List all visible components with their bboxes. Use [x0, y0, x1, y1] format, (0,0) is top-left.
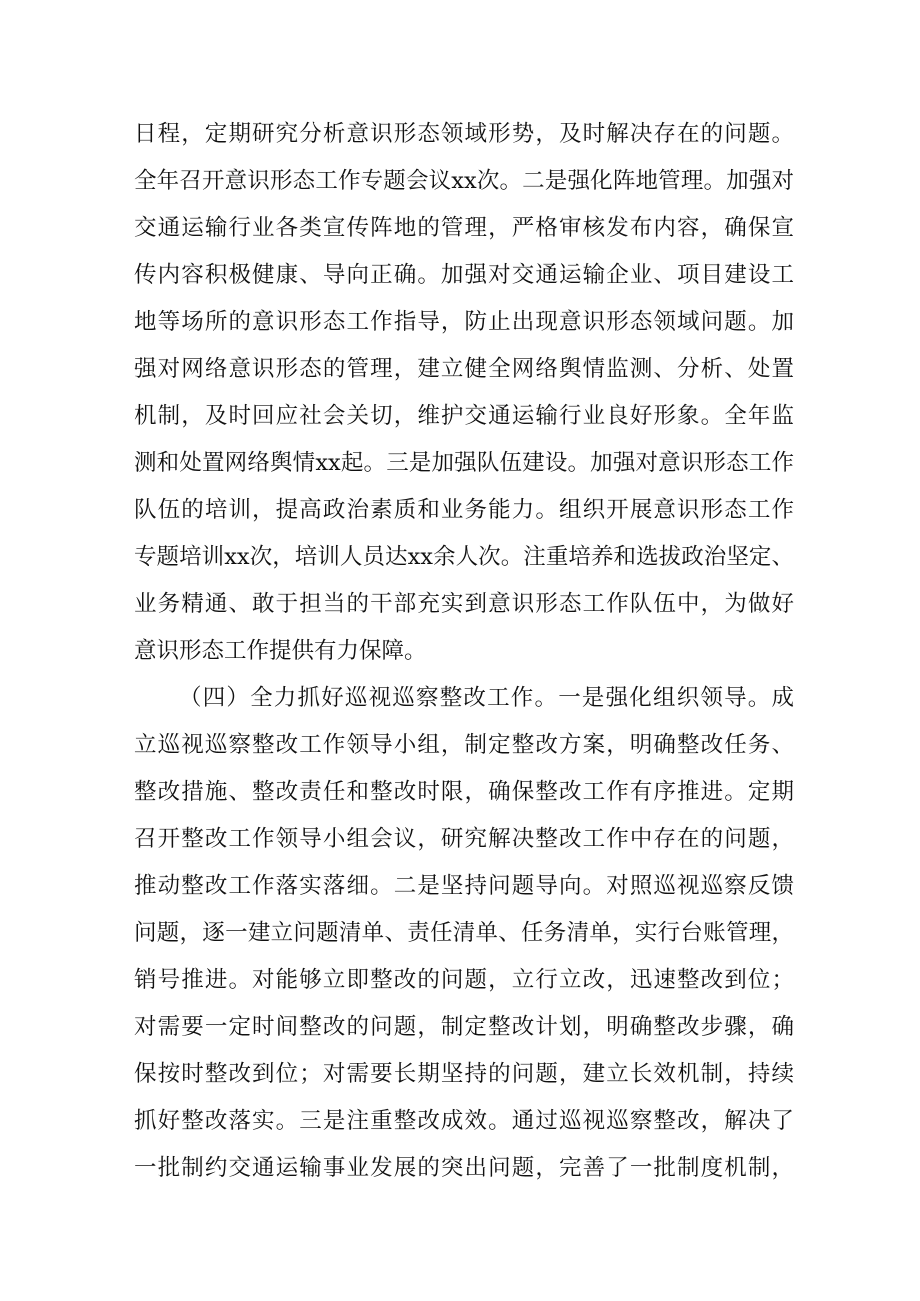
- document-body: [134, 111, 794, 1192]
- text-line: 推动整改工作落实落细。二是坚持问题导向。对照巡视巡察反馈: [134, 873, 794, 899]
- text-line: 问题，逐一建立问题清单、责任清单、任务清单，实行台账管理，: [134, 920, 794, 946]
- text-line: 业务精通、敢于担当的干部充实到意识形态工作队伍中，为做好: [134, 591, 794, 617]
- text-line: 抓好整改落实。三是注重整改成效。通过巡视巡察整改，解决了: [134, 1108, 794, 1134]
- text-line: 队伍的培训，提高政治素质和业务能力。组织开展意识形态工作: [134, 497, 794, 523]
- text-line: 立巡视巡察整改工作领导小组，制定整改方案，明确整改任务、: [134, 732, 794, 758]
- text-line: 地等场所的意识形态工作指导，防止出现意识形态领域问题。加: [134, 309, 794, 335]
- text-line: 传内容积极健康、导向正确。加强对交通运输企业、项目建设工: [134, 262, 794, 288]
- text-line: 全年召开意识形态工作专题会议xx次。二是强化阵地管理。加强对: [134, 168, 794, 194]
- section-heading-line: （四）全力抓好巡视巡察整改工作。一是强化组织领导。成: [179, 685, 794, 711]
- text-line: 强对网络意识形态的管理，建立健全网络舆情监测、分析、处置: [134, 356, 794, 382]
- text-line: 日程，定期研究分析意识形态领域形势，及时解决存在的问题。: [134, 121, 794, 147]
- text-line: 保按时整改到位；对需要长期坚持的问题，建立长效机制，持续: [134, 1061, 794, 1087]
- text-line: 意识形态工作提供有力保障。: [134, 638, 427, 664]
- text-line: 销号推进。对能够立即整改的问题，立行立改，迅速整改到位；: [134, 967, 794, 993]
- text-line: 召开整改工作领导小组会议，研究解决整改工作中存在的问题，: [134, 826, 794, 852]
- text-line: 交通运输行业各类宣传阵地的管理，严格审核发布内容，确保宣: [134, 215, 794, 241]
- text-line: 一批制约交通运输事业发展的突出问题，完善了一批制度机制，: [134, 1155, 794, 1181]
- text-line: 机制，及时回应社会关切，维护交通运输行业良好形象。全年监: [134, 403, 794, 429]
- paragraph-inspection-rectification: [134, 675, 794, 1192]
- text-line: 测和处置网络舆情xx起。三是加强队伍建设。加强对意识形态工作: [134, 450, 794, 476]
- paragraph-ideology-work: [134, 111, 794, 675]
- text-line: 专题培训xx次，培训人员达xx余人次。注重培养和选拔政治坚定、: [134, 544, 794, 570]
- text-line: 整改措施、整改责任和整改时限，确保整改工作有序推进。定期: [134, 779, 794, 805]
- text-line: 对需要一定时间整改的问题，制定整改计划，明确整改步骤，确: [134, 1014, 794, 1040]
